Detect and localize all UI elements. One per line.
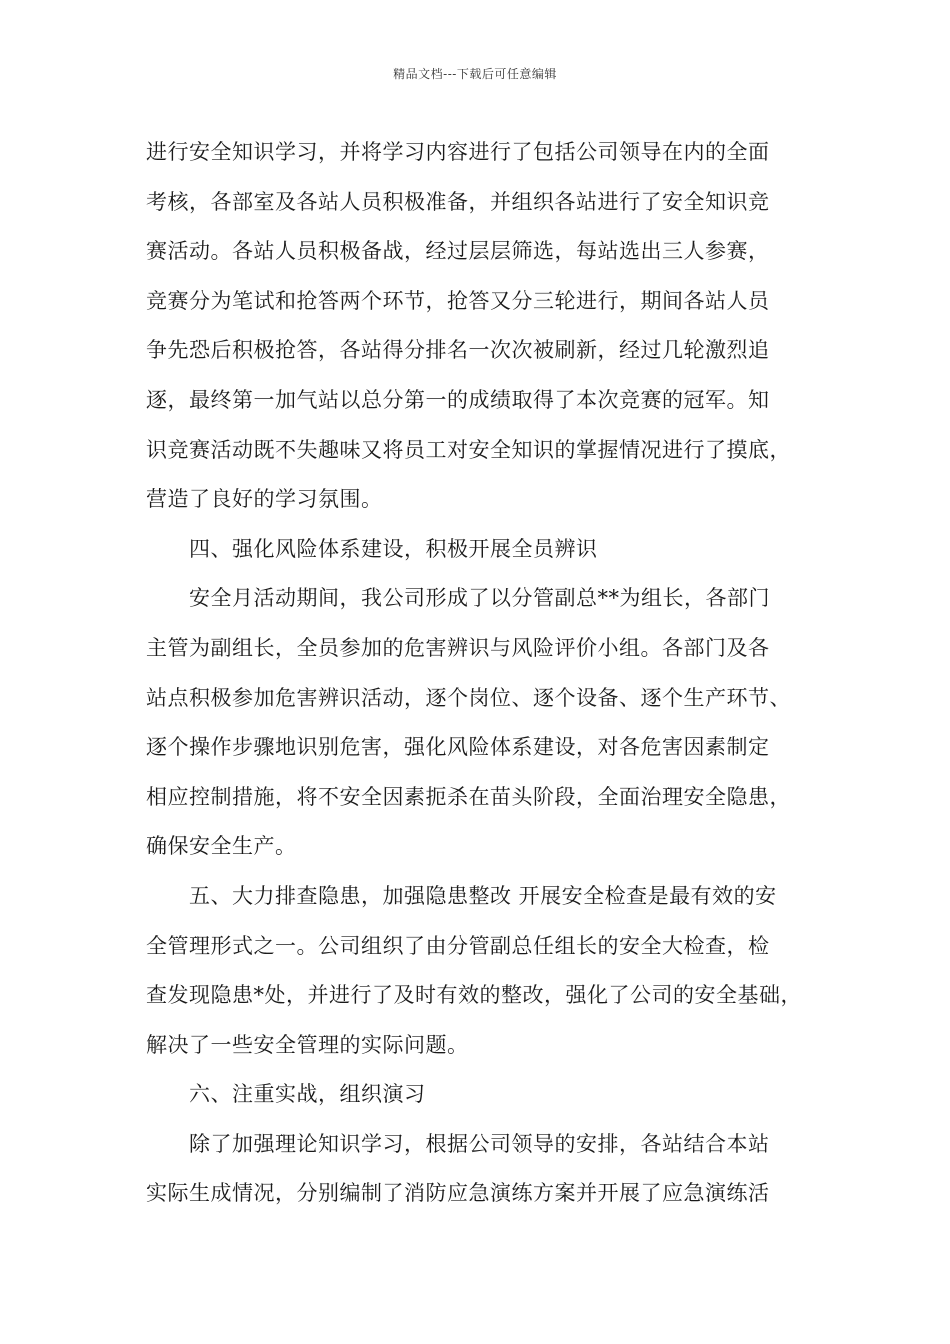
- section-heading: 四、强化风险体系建设，积极开展全员辨识: [189, 536, 598, 561]
- text-line: 实际生成情况，分别编制了消防应急演练方案并开展了应急演练活: [146, 1181, 770, 1206]
- text-line: 查发现隐患*处，并进行了及时有效的整改，强化了公司的安全基础，: [146, 983, 802, 1008]
- text-line: 争先恐后积极抢答，各站得分排名一次次被刷新，经过几轮激烈追: [146, 338, 770, 363]
- text-line: 相应控制措施，将不安全因素扼杀在苗头阶段，全面治理安全隐患，: [146, 784, 791, 809]
- page-header: 精品文档---下载后可任意编辑: [393, 67, 557, 81]
- text-line: 竞赛分为笔试和抢答两个环节，抢答又分三轮进行，期间各站人员: [146, 288, 770, 313]
- text-line: 除了加强理论知识学习，根据公司领导的安排，各站结合本站: [189, 1131, 770, 1156]
- text-line: 确保安全生产。: [146, 834, 297, 859]
- text-line: 识竞赛活动既不失趣味又将员工对安全知识的掌握情况进行了摸底，: [146, 437, 791, 462]
- text-line: 站点积极参加危害辨识活动，逐个岗位、逐个设备、逐个生产环节、: [146, 685, 791, 710]
- document-body: [146, 132, 816, 1223]
- section-heading: 五、大力排查隐患，加强隐患整改 开展安全检查是最有效的安: [189, 883, 777, 908]
- text-line: 逐，最终第一加气站以总分第一的成绩取得了本次竞赛的冠军。知: [146, 387, 770, 412]
- text-line: 主管为副组长，全员参加的危害辨识与风险评价小组。各部门及各: [146, 635, 770, 660]
- text-line: 营造了良好的学习氛围。: [146, 487, 383, 512]
- text-line: 解决了一些安全管理的实际问题。: [146, 1032, 469, 1057]
- text-line: 进行安全知识学习，并将学习内容进行了包括公司领导在内的全面: [146, 140, 770, 164]
- text-line: 逐个操作步骤地识别危害，强化风险体系建设，对各危害因素制定: [146, 735, 770, 760]
- text-line: 全管理形式之一。公司组织了由分管副总任组长的安全大检查，检: [146, 933, 770, 958]
- text-line: 赛活动。各站人员积极备战，经过层层筛选，每站选出三人参赛，: [146, 239, 770, 264]
- text-line: 安全月活动期间，我公司形成了以分管副总**为组长，各部门: [189, 586, 770, 611]
- text-line: 考核，各部室及各站人员积极准备，并组织各站进行了安全知识竞: [146, 189, 770, 214]
- section-heading: 六、注重实战，组织演习: [189, 1082, 426, 1107]
